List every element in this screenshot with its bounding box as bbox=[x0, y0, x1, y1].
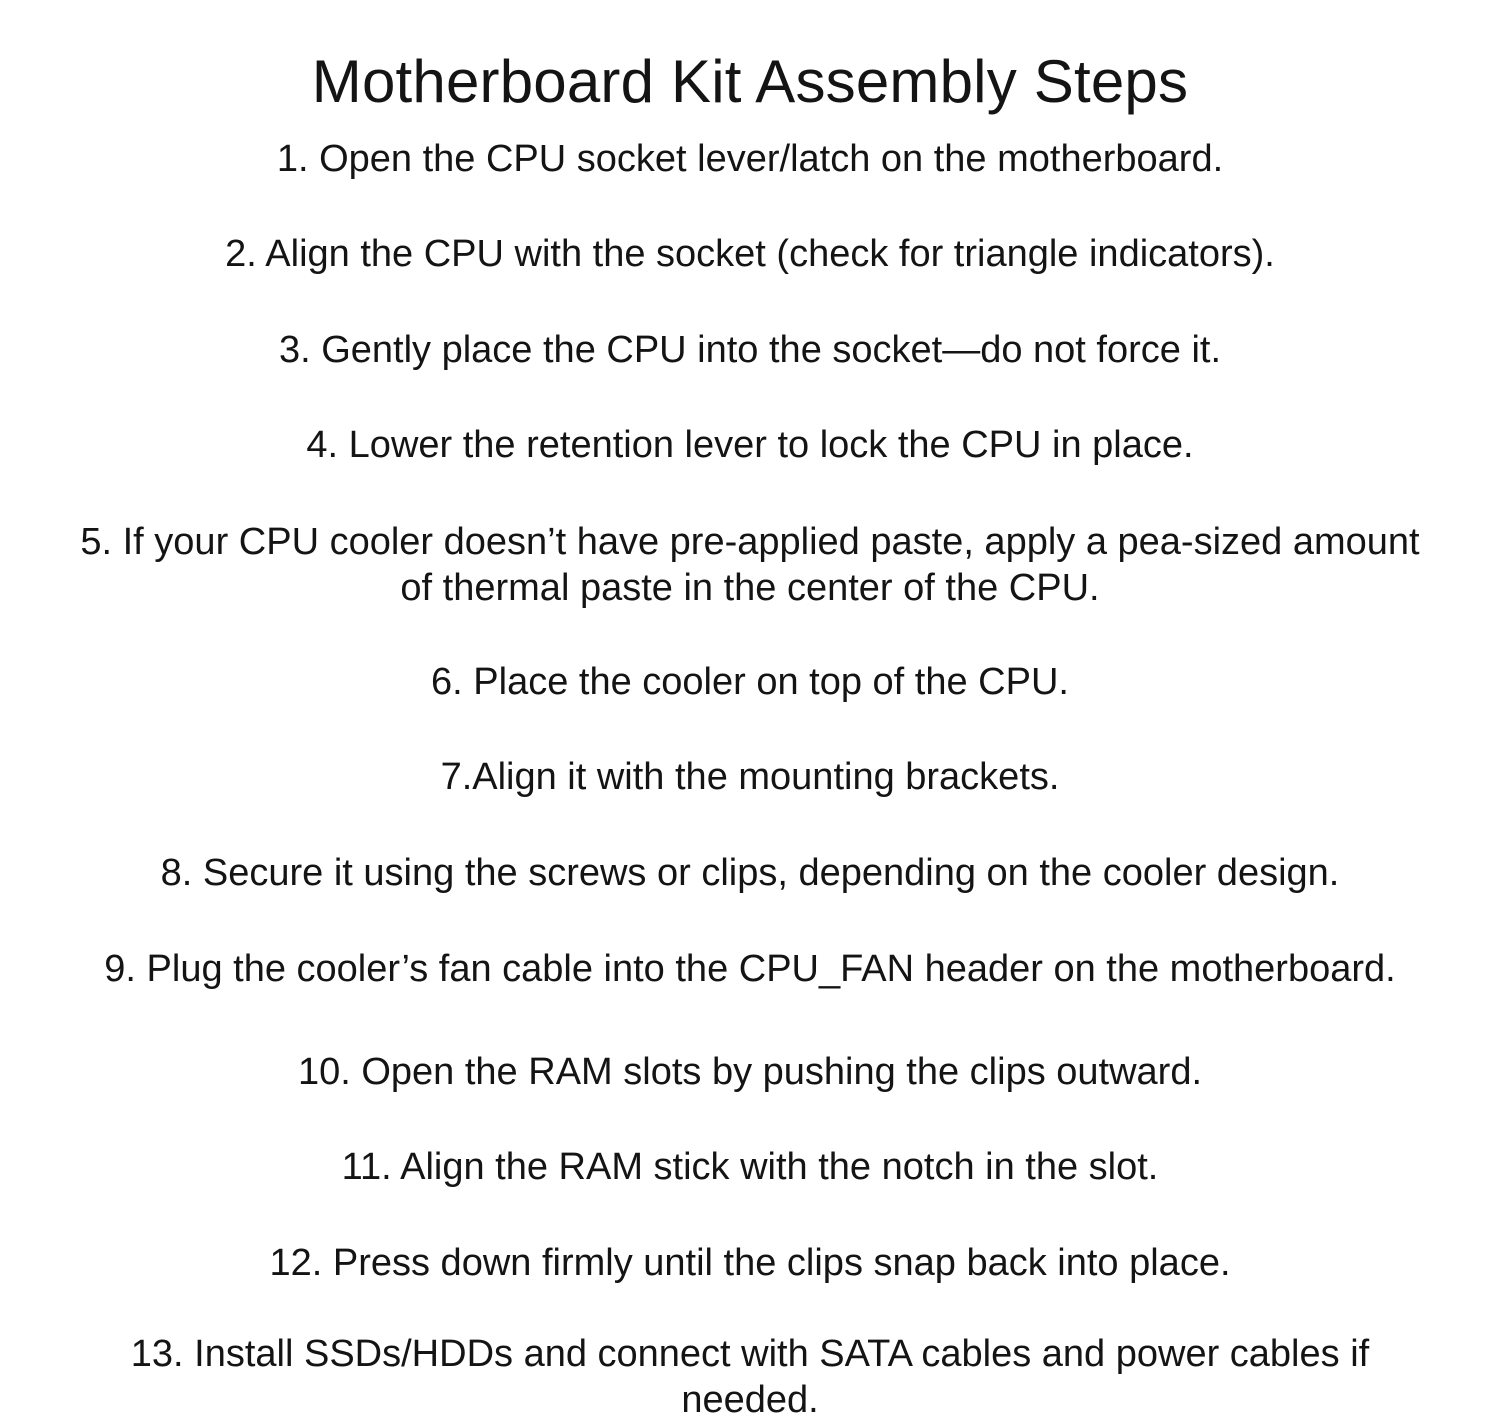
step-13-text-line-2: needed. bbox=[681, 1379, 819, 1421]
step-8 bbox=[0, 850, 1500, 896]
step-4-text: 4. Lower the retention lever to lock the CPU in place. bbox=[306, 424, 1194, 466]
step-7-text: 7.Align it with the mounting brackets. bbox=[440, 756, 1060, 798]
step-3-text: 3. Gently place the CPU into the socket—do not force it. bbox=[278, 329, 1222, 371]
step-3 bbox=[0, 327, 1500, 373]
step-11 bbox=[0, 1144, 1500, 1190]
step-12 bbox=[0, 1240, 1500, 1286]
step-10 bbox=[0, 1049, 1500, 1095]
step-9 bbox=[0, 946, 1500, 992]
step-7 bbox=[0, 754, 1500, 800]
step-1-text: 1. Open the CPU socket lever/latch on the motherboard. bbox=[276, 138, 1224, 180]
step-2-text: 2. Align the CPU with the socket (check for triangle indicators). bbox=[225, 233, 1275, 275]
step-5 bbox=[0, 519, 1500, 611]
step-9-text: 9. Plug the cooler’s fan cable into the CPU_FAN header on the motherboard. bbox=[104, 948, 1396, 990]
step-6-text: 6. Place the cooler on top of the CPU. bbox=[431, 661, 1069, 703]
step-4 bbox=[0, 422, 1500, 468]
step-2 bbox=[0, 231, 1500, 277]
step-6 bbox=[0, 659, 1500, 705]
step-5-text-line-2: of thermal paste in the center of the CPU. bbox=[400, 567, 1100, 609]
step-13 bbox=[0, 1331, 1500, 1423]
step-12-text: 12. Press down firmly until the clips snap back into place. bbox=[269, 1242, 1231, 1284]
step-5-text-line-1: 5. If your CPU cooler doesn’t have pre-applied paste, apply a pea-sized amount bbox=[80, 521, 1420, 563]
step-1 bbox=[0, 136, 1500, 182]
page-title: Motherboard Kit Assembly Steps bbox=[311, 48, 1189, 116]
step-10-text: 10. Open the RAM slots by pushing the clips outward. bbox=[297, 1051, 1203, 1093]
step-11-text: 11. Align the RAM stick with the notch in the slot. bbox=[341, 1146, 1159, 1188]
step-13-text-line-1: 13. Install SSDs/HDDs and connect with SATA cables and power cables if bbox=[130, 1333, 1370, 1375]
step-8-text: 8. Secure it using the screws or clips, depending on the cooler design. bbox=[160, 852, 1340, 894]
